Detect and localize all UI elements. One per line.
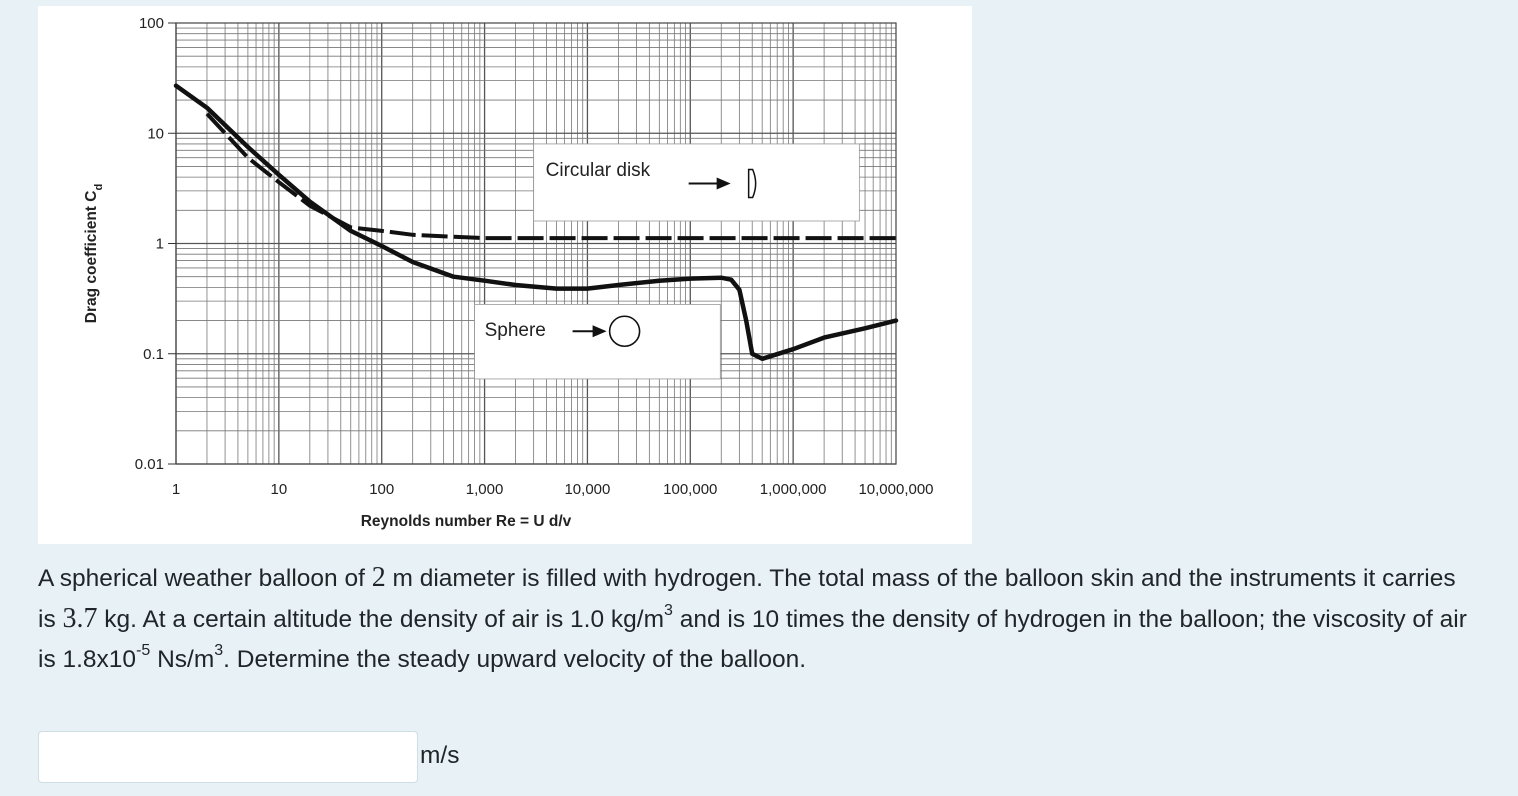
y-tick-label: 0.01 xyxy=(134,456,164,473)
x-tick-label: 1,000,000 xyxy=(759,481,827,498)
exponent-viscosity: -5 xyxy=(136,641,151,659)
y-tick-label: 10 xyxy=(147,125,164,143)
x-axis-title: Reynolds number Re = U d/v xyxy=(360,513,572,530)
exponent-viscosity-unit: 3 xyxy=(214,641,224,659)
x-tick-label: 10,000,000 xyxy=(858,481,934,498)
question-text-3: kg. At a certain altitude the density of air is 1.0 kg/m xyxy=(97,606,665,633)
chart-canvas xyxy=(38,6,972,544)
question-text-2: m diameter is filled with hydrogen. The total mass of the balloon skin and the instruments it carries is xyxy=(38,565,1456,633)
x-tick-label: 100 xyxy=(369,481,395,498)
disk-label-box xyxy=(534,144,860,221)
x-tick-label: 1,000 xyxy=(465,481,504,498)
problem-statement xyxy=(38,558,1478,680)
question-text-1: A spherical weather balloon of xyxy=(38,565,372,592)
x-tick-label: 100,000 xyxy=(663,481,718,498)
x-tick-label: 10,000 xyxy=(564,481,611,498)
x-tick-label: 10 xyxy=(270,481,288,498)
x-tick-label: 1 xyxy=(171,481,181,498)
y-tick-label: 0.1 xyxy=(143,345,164,363)
disk-shape-icon xyxy=(749,170,756,198)
sphere-shape-icon xyxy=(610,316,640,346)
y-axis-title: Drag coefficient $C_d$ xyxy=(83,183,105,324)
annotation-circular-disk: Circular disk xyxy=(545,159,651,181)
question-text-4: and is 10 times the density of hydrogen in the balloon; the viscosity of air is 1.8x10 xyxy=(38,606,1467,673)
annotation-sphere: Sphere xyxy=(484,319,546,341)
y-axis-title-subscript: d xyxy=(93,183,105,191)
y-tick-label: 1 xyxy=(155,235,164,253)
y-tick-label: 100 xyxy=(138,15,164,32)
exponent-air-density: 3 xyxy=(664,601,673,619)
mass-value: 3.7 xyxy=(62,603,98,634)
diameter-value: 2 xyxy=(371,562,386,593)
drag-coefficient-chart xyxy=(38,6,972,544)
velocity-answer-input[interactable] xyxy=(38,731,418,783)
sphere-label-box xyxy=(475,304,721,378)
question-text-5: Ns/m xyxy=(150,646,215,673)
velocity-unit-label: m/s xyxy=(420,742,460,769)
question-text-6: . Determine the steady upward velocity of the balloon. xyxy=(223,646,807,673)
